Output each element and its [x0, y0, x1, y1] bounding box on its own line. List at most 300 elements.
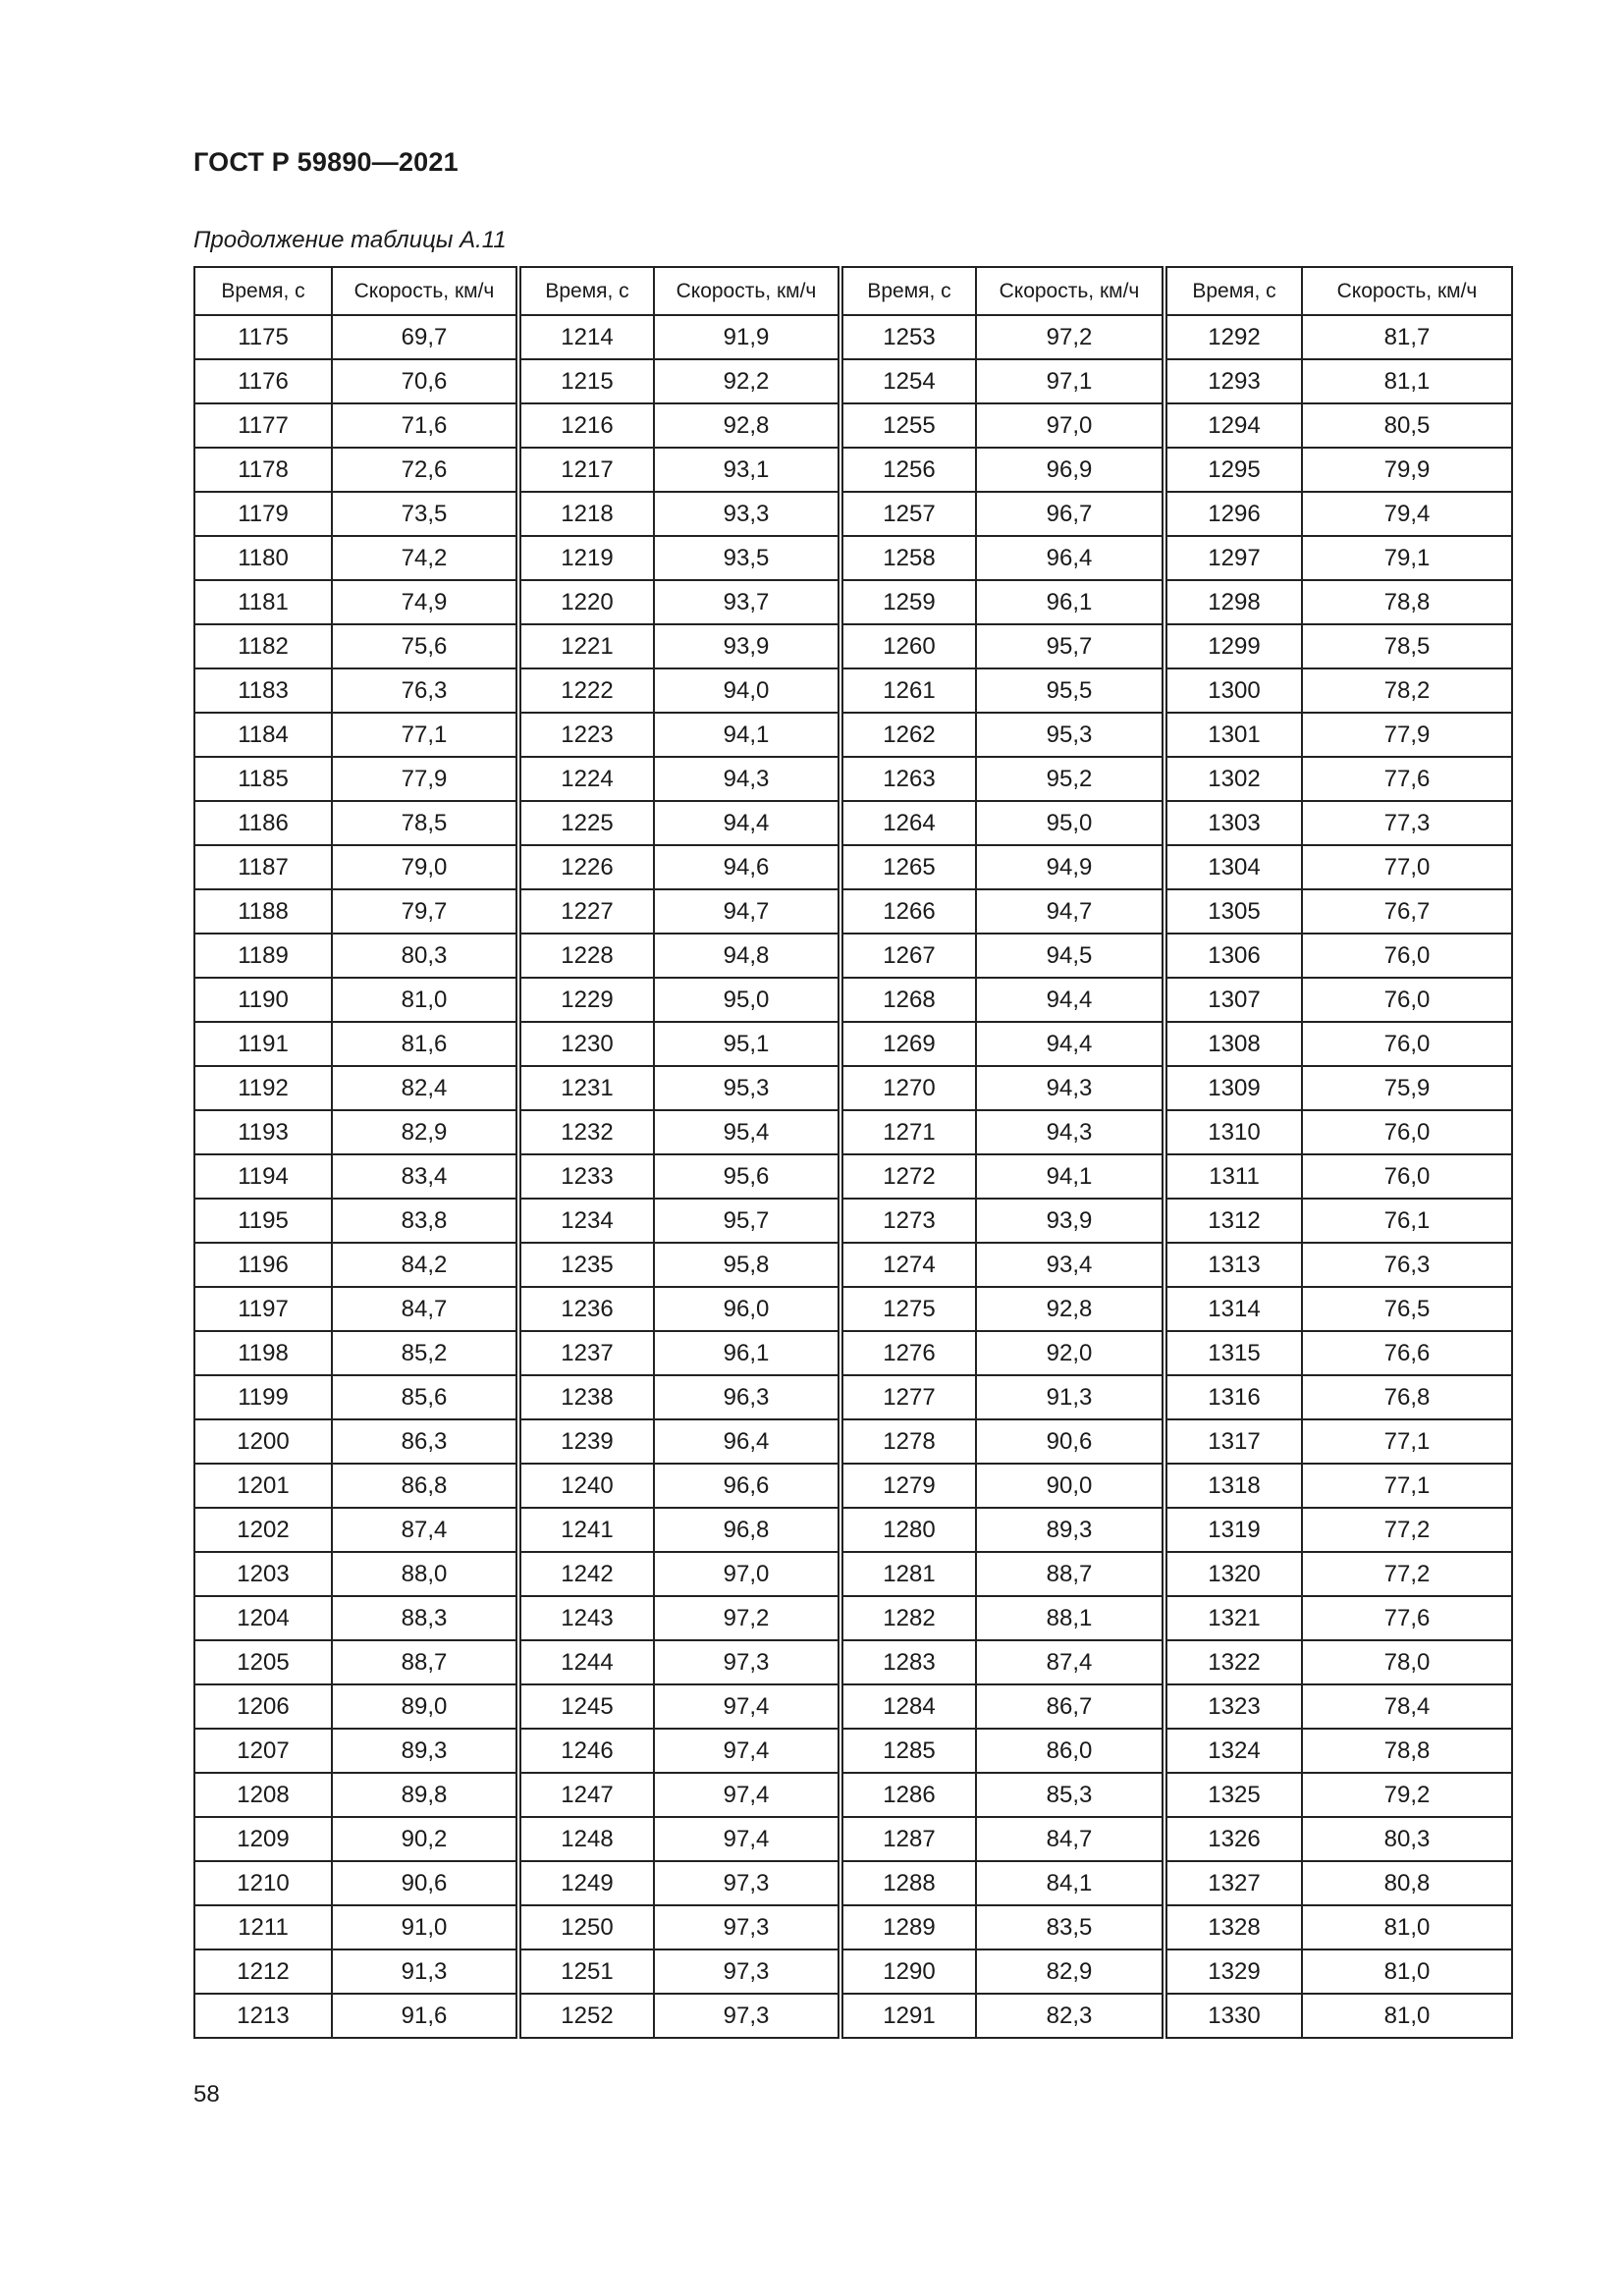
speed-cell: 70,6	[332, 359, 518, 403]
speed-cell: 76,6	[1302, 1331, 1512, 1375]
time-cell: 1311	[1164, 1154, 1302, 1199]
time-cell: 1261	[840, 668, 976, 713]
time-cell: 1220	[518, 580, 654, 624]
time-cell: 1317	[1164, 1419, 1302, 1464]
speed-cell: 95,1	[654, 1022, 840, 1066]
time-cell: 1327	[1164, 1861, 1302, 1905]
document-header: ГОСТ Р 59890—2021	[193, 147, 459, 177]
speed-cell: 91,0	[332, 1905, 518, 1949]
speed-cell: 79,9	[1302, 448, 1512, 492]
speed-cell: 97,2	[654, 1596, 840, 1640]
column-header: Скорость, км/ч	[1302, 267, 1512, 315]
time-cell: 1217	[518, 448, 654, 492]
speed-cell: 97,4	[654, 1729, 840, 1773]
speed-cell: 77,1	[1302, 1419, 1512, 1464]
speed-cell: 95,4	[654, 1110, 840, 1154]
time-cell: 1244	[518, 1640, 654, 1684]
speed-cell: 76,3	[1302, 1243, 1512, 1287]
time-cell: 1186	[194, 801, 332, 845]
time-cell: 1263	[840, 757, 976, 801]
speed-cell: 82,9	[976, 1949, 1164, 1994]
table-row	[194, 1640, 1512, 1684]
time-cell: 1232	[518, 1110, 654, 1154]
table-row	[194, 536, 1512, 580]
time-cell: 1264	[840, 801, 976, 845]
table-row	[194, 1022, 1512, 1066]
time-cell: 1266	[840, 889, 976, 934]
speed-cell: 97,0	[654, 1552, 840, 1596]
table-row	[194, 1508, 1512, 1552]
time-cell: 1274	[840, 1243, 976, 1287]
time-cell: 1184	[194, 713, 332, 757]
table-row	[194, 1199, 1512, 1243]
time-cell: 1300	[1164, 668, 1302, 713]
speed-cell: 92,0	[976, 1331, 1164, 1375]
time-cell: 1211	[194, 1905, 332, 1949]
speed-cell: 96,0	[654, 1287, 840, 1331]
time-cell: 1270	[840, 1066, 976, 1110]
speed-cell: 76,7	[1302, 889, 1512, 934]
speed-cell: 81,7	[1302, 315, 1512, 359]
speed-cell: 76,8	[1302, 1375, 1512, 1419]
column-header: Скорость, км/ч	[654, 267, 840, 315]
table-row	[194, 403, 1512, 448]
speed-cell: 94,5	[976, 934, 1164, 978]
time-cell: 1329	[1164, 1949, 1302, 1994]
time-cell: 1279	[840, 1464, 976, 1508]
time-cell: 1271	[840, 1110, 976, 1154]
speed-cell: 93,4	[976, 1243, 1164, 1287]
speed-cell: 79,0	[332, 845, 518, 889]
speed-cell: 97,3	[654, 1640, 840, 1684]
speed-cell: 94,7	[654, 889, 840, 934]
speed-cell: 90,6	[976, 1419, 1164, 1464]
time-cell: 1206	[194, 1684, 332, 1729]
speed-cell: 86,8	[332, 1464, 518, 1508]
speed-cell: 74,2	[332, 536, 518, 580]
speed-cell: 81,1	[1302, 359, 1512, 403]
time-cell: 1210	[194, 1861, 332, 1905]
speed-cell: 86,7	[976, 1684, 1164, 1729]
time-cell: 1278	[840, 1419, 976, 1464]
speed-cell: 93,1	[654, 448, 840, 492]
speed-cell: 94,3	[976, 1110, 1164, 1154]
speed-cell: 88,7	[976, 1552, 1164, 1596]
time-cell: 1325	[1164, 1773, 1302, 1817]
time-cell: 1194	[194, 1154, 332, 1199]
speed-cell: 93,9	[654, 624, 840, 668]
speed-cell: 88,7	[332, 1640, 518, 1684]
speed-cell: 97,4	[654, 1684, 840, 1729]
time-cell: 1323	[1164, 1684, 1302, 1729]
time-cell: 1205	[194, 1640, 332, 1684]
column-header: Скорость, км/ч	[332, 267, 518, 315]
time-cell: 1302	[1164, 757, 1302, 801]
speed-cell: 89,8	[332, 1773, 518, 1817]
time-cell: 1201	[194, 1464, 332, 1508]
time-cell: 1326	[1164, 1817, 1302, 1861]
table-row	[194, 889, 1512, 934]
time-cell: 1258	[840, 536, 976, 580]
table-row	[194, 624, 1512, 668]
speed-cell: 78,5	[1302, 624, 1512, 668]
speed-cell: 78,8	[1302, 1729, 1512, 1773]
time-cell: 1309	[1164, 1066, 1302, 1110]
time-cell: 1285	[840, 1729, 976, 1773]
time-cell: 1238	[518, 1375, 654, 1419]
time-cell: 1319	[1164, 1508, 1302, 1552]
time-cell: 1241	[518, 1508, 654, 1552]
speed-cell: 95,0	[976, 801, 1164, 845]
speed-cell: 94,4	[976, 1022, 1164, 1066]
speed-cell: 85,3	[976, 1773, 1164, 1817]
time-cell: 1218	[518, 492, 654, 536]
time-cell: 1306	[1164, 934, 1302, 978]
time-cell: 1260	[840, 624, 976, 668]
table-row	[194, 1287, 1512, 1331]
time-cell: 1229	[518, 978, 654, 1022]
time-cell: 1221	[518, 624, 654, 668]
speed-cell: 97,3	[654, 1861, 840, 1905]
speed-cell: 73,5	[332, 492, 518, 536]
speed-cell: 95,7	[654, 1199, 840, 1243]
time-cell: 1216	[518, 403, 654, 448]
speed-cell: 94,8	[654, 934, 840, 978]
speed-cell: 84,7	[976, 1817, 1164, 1861]
table-caption: Продолжение таблицы А.11	[193, 227, 507, 253]
speed-cell: 75,9	[1302, 1066, 1512, 1110]
time-cell: 1248	[518, 1817, 654, 1861]
time-cell: 1330	[1164, 1994, 1302, 2038]
time-cell: 1283	[840, 1640, 976, 1684]
time-cell: 1267	[840, 934, 976, 978]
speed-cell: 97,4	[654, 1773, 840, 1817]
time-cell: 1255	[840, 403, 976, 448]
speed-cell: 93,3	[654, 492, 840, 536]
speed-cell: 87,4	[976, 1640, 1164, 1684]
speed-cell: 92,8	[976, 1287, 1164, 1331]
time-cell: 1265	[840, 845, 976, 889]
speed-cell: 80,5	[1302, 403, 1512, 448]
speed-cell: 95,6	[654, 1154, 840, 1199]
column-header: Скорость, км/ч	[976, 267, 1164, 315]
speed-cell: 88,1	[976, 1596, 1164, 1640]
time-cell: 1284	[840, 1684, 976, 1729]
table-row	[194, 1419, 1512, 1464]
speed-cell: 88,0	[332, 1552, 518, 1596]
time-cell: 1223	[518, 713, 654, 757]
speed-cell: 79,2	[1302, 1773, 1512, 1817]
time-cell: 1291	[840, 1994, 976, 2038]
time-cell: 1277	[840, 1375, 976, 1419]
time-cell: 1219	[518, 536, 654, 580]
time-cell: 1269	[840, 1022, 976, 1066]
table-row	[194, 448, 1512, 492]
table-row	[194, 492, 1512, 536]
speed-cell: 76,0	[1302, 978, 1512, 1022]
time-cell: 1190	[194, 978, 332, 1022]
time-cell: 1251	[518, 1949, 654, 1994]
time-cell: 1275	[840, 1287, 976, 1331]
time-cell: 1185	[194, 757, 332, 801]
time-cell: 1239	[518, 1419, 654, 1464]
speed-cell: 77,1	[332, 713, 518, 757]
speed-cell: 96,3	[654, 1375, 840, 1419]
time-cell: 1208	[194, 1773, 332, 1817]
speed-cell: 83,4	[332, 1154, 518, 1199]
time-cell: 1188	[194, 889, 332, 934]
speed-cell: 71,6	[332, 403, 518, 448]
time-cell: 1297	[1164, 536, 1302, 580]
speed-cell: 72,6	[332, 448, 518, 492]
speed-cell: 81,0	[1302, 1949, 1512, 1994]
speed-cell: 92,8	[654, 403, 840, 448]
time-cell: 1243	[518, 1596, 654, 1640]
speed-cell: 93,9	[976, 1199, 1164, 1243]
time-cell: 1324	[1164, 1729, 1302, 1773]
table-row	[194, 1110, 1512, 1154]
speed-cell: 80,3	[332, 934, 518, 978]
column-header: Время, с	[518, 267, 654, 315]
speed-cell: 75,6	[332, 624, 518, 668]
time-cell: 1289	[840, 1905, 976, 1949]
speed-cell: 76,0	[1302, 1022, 1512, 1066]
speed-cell: 76,5	[1302, 1287, 1512, 1331]
speed-cell: 94,3	[654, 757, 840, 801]
time-cell: 1288	[840, 1861, 976, 1905]
time-cell: 1256	[840, 448, 976, 492]
time-cell: 1230	[518, 1022, 654, 1066]
time-cell: 1287	[840, 1817, 976, 1861]
speed-cell: 85,6	[332, 1375, 518, 1419]
time-cell: 1268	[840, 978, 976, 1022]
speed-cell: 96,1	[976, 580, 1164, 624]
speed-cell: 89,0	[332, 1684, 518, 1729]
speed-cell: 84,2	[332, 1243, 518, 1287]
table-row	[194, 1331, 1512, 1375]
speed-cell: 96,7	[976, 492, 1164, 536]
time-cell: 1204	[194, 1596, 332, 1640]
time-cell: 1212	[194, 1949, 332, 1994]
speed-cell: 96,4	[976, 536, 1164, 580]
time-cell: 1321	[1164, 1596, 1302, 1640]
table-row	[194, 1729, 1512, 1773]
speed-cell: 76,0	[1302, 1110, 1512, 1154]
speed-cell: 77,6	[1302, 1596, 1512, 1640]
speed-cell: 77,9	[1302, 713, 1512, 757]
speed-table	[193, 266, 1513, 2039]
table-row	[194, 1464, 1512, 1508]
time-cell: 1312	[1164, 1199, 1302, 1243]
speed-cell: 91,3	[332, 1949, 518, 1994]
speed-cell: 96,6	[654, 1464, 840, 1508]
time-cell: 1236	[518, 1287, 654, 1331]
time-cell: 1286	[840, 1773, 976, 1817]
time-cell: 1307	[1164, 978, 1302, 1022]
time-cell: 1177	[194, 403, 332, 448]
speed-cell: 95,3	[654, 1066, 840, 1110]
speed-cell: 87,4	[332, 1508, 518, 1552]
time-cell: 1226	[518, 845, 654, 889]
time-cell: 1191	[194, 1022, 332, 1066]
speed-cell: 94,9	[976, 845, 1164, 889]
time-cell: 1316	[1164, 1375, 1302, 1419]
time-cell: 1198	[194, 1331, 332, 1375]
time-cell: 1273	[840, 1199, 976, 1243]
time-cell: 1187	[194, 845, 332, 889]
speed-cell: 86,0	[976, 1729, 1164, 1773]
time-cell: 1290	[840, 1949, 976, 1994]
time-cell: 1193	[194, 1110, 332, 1154]
speed-cell: 92,2	[654, 359, 840, 403]
speed-cell: 78,5	[332, 801, 518, 845]
speed-cell: 97,3	[654, 1905, 840, 1949]
column-header: Время, с	[194, 267, 332, 315]
speed-cell: 95,5	[976, 668, 1164, 713]
time-cell: 1179	[194, 492, 332, 536]
time-cell: 1200	[194, 1419, 332, 1464]
time-cell: 1303	[1164, 801, 1302, 845]
speed-cell: 90,6	[332, 1861, 518, 1905]
time-cell: 1262	[840, 713, 976, 757]
time-cell: 1242	[518, 1552, 654, 1596]
time-cell: 1315	[1164, 1331, 1302, 1375]
speed-cell: 95,7	[976, 624, 1164, 668]
speed-cell: 90,2	[332, 1817, 518, 1861]
speed-cell: 97,3	[654, 1949, 840, 1994]
time-cell: 1313	[1164, 1243, 1302, 1287]
column-header: Время, с	[840, 267, 976, 315]
column-header: Время, с	[1164, 267, 1302, 315]
speed-cell: 77,2	[1302, 1508, 1512, 1552]
time-cell: 1227	[518, 889, 654, 934]
time-cell: 1253	[840, 315, 976, 359]
time-cell: 1245	[518, 1684, 654, 1729]
time-cell: 1308	[1164, 1022, 1302, 1066]
speed-cell: 97,1	[976, 359, 1164, 403]
speed-cell: 97,3	[654, 1994, 840, 2038]
table-row	[194, 934, 1512, 978]
page-number: 58	[193, 2081, 220, 2108]
table-row	[194, 1375, 1512, 1419]
speed-cell: 96,4	[654, 1419, 840, 1464]
time-cell: 1314	[1164, 1287, 1302, 1331]
time-cell: 1183	[194, 668, 332, 713]
speed-cell: 77,6	[1302, 757, 1512, 801]
time-cell: 1228	[518, 934, 654, 978]
time-cell: 1213	[194, 1994, 332, 2038]
speed-cell: 82,4	[332, 1066, 518, 1110]
time-cell: 1181	[194, 580, 332, 624]
time-cell: 1296	[1164, 492, 1302, 536]
table-row	[194, 1066, 1512, 1110]
time-cell: 1249	[518, 1861, 654, 1905]
speed-cell: 97,0	[976, 403, 1164, 448]
time-cell: 1293	[1164, 359, 1302, 403]
speed-cell: 91,9	[654, 315, 840, 359]
speed-cell: 94,7	[976, 889, 1164, 934]
speed-cell: 81,0	[1302, 1994, 1512, 2038]
time-cell: 1294	[1164, 403, 1302, 448]
time-cell: 1189	[194, 934, 332, 978]
table-row	[194, 1154, 1512, 1199]
speed-cell: 77,2	[1302, 1552, 1512, 1596]
time-cell: 1252	[518, 1994, 654, 2038]
time-cell: 1214	[518, 315, 654, 359]
time-cell: 1257	[840, 492, 976, 536]
time-cell: 1182	[194, 624, 332, 668]
table-row	[194, 668, 1512, 713]
speed-cell: 76,0	[1302, 934, 1512, 978]
speed-cell: 93,5	[654, 536, 840, 580]
time-cell: 1305	[1164, 889, 1302, 934]
time-cell: 1272	[840, 1154, 976, 1199]
time-cell: 1203	[194, 1552, 332, 1596]
time-cell: 1247	[518, 1773, 654, 1817]
speed-cell: 89,3	[976, 1508, 1164, 1552]
table-row	[194, 1243, 1512, 1287]
time-cell: 1295	[1164, 448, 1302, 492]
speed-cell: 95,0	[654, 978, 840, 1022]
time-cell: 1197	[194, 1287, 332, 1331]
speed-cell: 82,9	[332, 1110, 518, 1154]
time-cell: 1254	[840, 359, 976, 403]
time-cell: 1259	[840, 580, 976, 624]
table-row	[194, 1994, 1512, 2038]
time-cell: 1192	[194, 1066, 332, 1110]
speed-cell: 96,9	[976, 448, 1164, 492]
speed-cell: 96,8	[654, 1508, 840, 1552]
speed-cell: 74,9	[332, 580, 518, 624]
time-cell: 1222	[518, 668, 654, 713]
speed-cell: 94,6	[654, 845, 840, 889]
time-cell: 1318	[1164, 1464, 1302, 1508]
speed-cell: 85,2	[332, 1331, 518, 1375]
speed-cell: 78,0	[1302, 1640, 1512, 1684]
speed-cell: 83,5	[976, 1905, 1164, 1949]
table-row	[194, 1861, 1512, 1905]
table-row	[194, 315, 1512, 359]
time-cell: 1310	[1164, 1110, 1302, 1154]
time-cell: 1202	[194, 1508, 332, 1552]
speed-cell: 76,0	[1302, 1154, 1512, 1199]
time-cell: 1231	[518, 1066, 654, 1110]
time-cell: 1196	[194, 1243, 332, 1287]
speed-cell: 95,8	[654, 1243, 840, 1287]
speed-cell: 79,7	[332, 889, 518, 934]
speed-cell: 91,6	[332, 1994, 518, 2038]
time-cell: 1209	[194, 1817, 332, 1861]
table-row	[194, 1817, 1512, 1861]
speed-cell: 94,1	[654, 713, 840, 757]
time-cell: 1178	[194, 448, 332, 492]
time-cell: 1195	[194, 1199, 332, 1243]
time-cell: 1224	[518, 757, 654, 801]
speed-cell: 78,4	[1302, 1684, 1512, 1729]
speed-cell: 79,1	[1302, 536, 1512, 580]
time-cell: 1322	[1164, 1640, 1302, 1684]
time-cell: 1299	[1164, 624, 1302, 668]
table-row	[194, 757, 1512, 801]
speed-cell: 79,4	[1302, 492, 1512, 536]
time-cell: 1292	[1164, 315, 1302, 359]
time-cell: 1276	[840, 1331, 976, 1375]
time-cell: 1281	[840, 1552, 976, 1596]
speed-cell: 89,3	[332, 1729, 518, 1773]
speed-cell: 90,0	[976, 1464, 1164, 1508]
speed-cell: 94,3	[976, 1066, 1164, 1110]
speed-cell: 69,7	[332, 315, 518, 359]
